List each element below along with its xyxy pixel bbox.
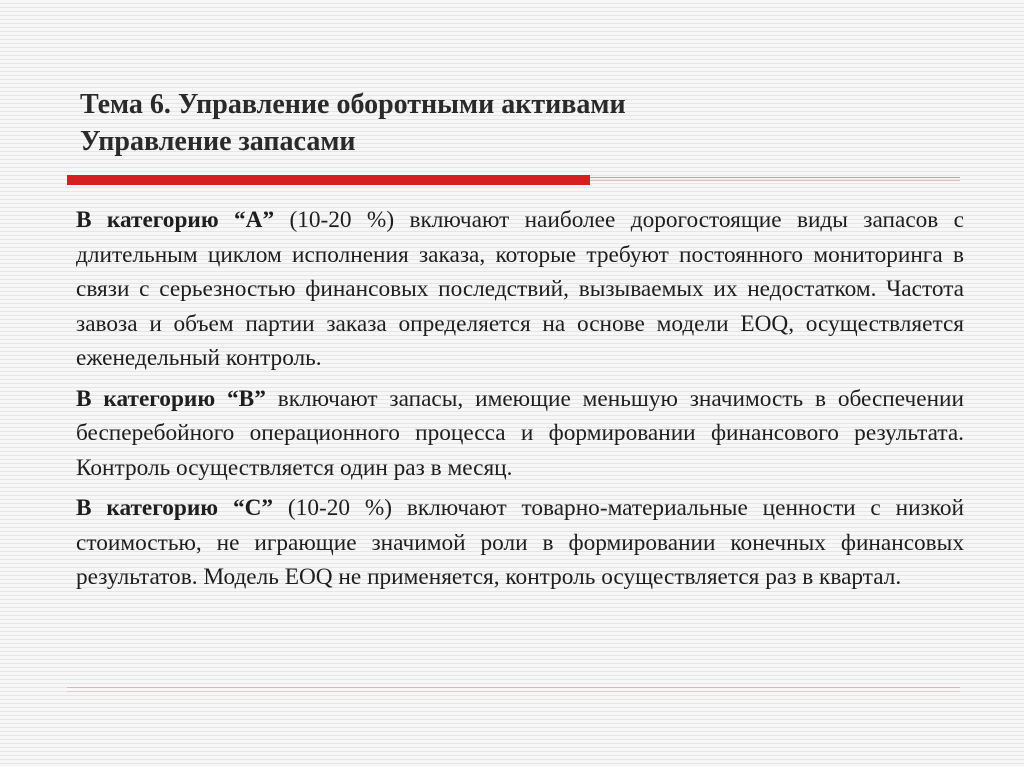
title-line-1: Тема 6. Управление оборотными активами [80, 89, 626, 120]
slide-title [80, 86, 960, 160]
slide-body [76, 203, 964, 601]
paragraph-category-a [76, 203, 964, 376]
footer-divider [67, 687, 960, 688]
accent-bar [67, 175, 590, 185]
divider-line [590, 177, 960, 178]
footer-divider [67, 691, 960, 692]
paragraph-text: (10-20 %) включают товарно-материальные ценности с низкой стоимостью, не играющие значимой роли в формировании конечных финансовых результатов. Модель EOQ не применяется, контроль осуществляется раз в квартал. [76, 495, 964, 590]
paragraph-category-b [76, 382, 964, 486]
paragraph-lead: В категорию “A” [76, 207, 275, 233]
paragraph-lead: В категорию “B” [76, 385, 266, 412]
paragraph-category-c [76, 491, 964, 595]
title-line-2: Управление запасами [80, 126, 356, 157]
divider-line [590, 180, 960, 181]
paragraph-text: включают запасы, имеющие меньшую значимость в обеспечении бесперебойного операционного процесса и формировании финансового результата. Контроль осуществляется один раз в месяц. [76, 385, 964, 481]
paragraph-lead: В категорию “C” [76, 495, 274, 521]
paragraph-text: (10-20 %) включают наиболее дорогостоящие виды запасов с длительным циклом исполнения заказа, которые требуют постоянного мониторинга в связи с серьезностью финансовых последствий, вызываемых их недостатком. Частота завоза и объем партии заказа определяется на основе модели EOQ, осуществляется еженедельный контроль. [76, 207, 965, 371]
